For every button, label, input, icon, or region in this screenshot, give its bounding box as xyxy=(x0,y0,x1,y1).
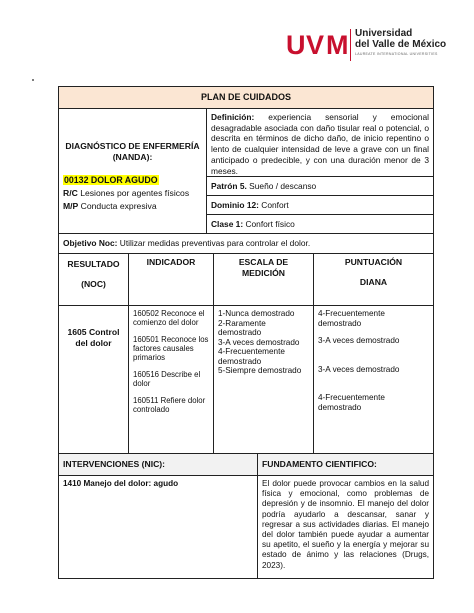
diagnosis-heading: DIAGNÓSTICO DE ENFERMERÍA (NANDA): xyxy=(65,141,200,162)
score-item: 3-A veces demostrado xyxy=(318,336,400,345)
diagnosis-cell xyxy=(59,109,207,233)
indicator-item: 160511 Refiere dolor controlado xyxy=(133,396,206,414)
header-indicator: INDICADOR xyxy=(129,254,214,305)
mp-text: Conducta expresiva xyxy=(78,201,157,211)
rc-label: R/C xyxy=(63,188,78,198)
pattern-cell xyxy=(207,177,433,196)
logo-letter-m: M xyxy=(326,30,348,60)
scale-item: 3-A veces demostrado xyxy=(218,337,300,347)
header-score-line1: PUNTUACIÓN xyxy=(344,257,403,267)
table-title: PLAN DE CUIDADOS xyxy=(59,87,433,108)
score-item: 4-Frecuentemente demostrado xyxy=(318,309,385,328)
foundation-cell: El dolor puede provocar cambios en la salud física y emocional, como problemas de depresión y de insomnio. El manejo del dolor podría ayudarlo a descansar, sanar y regresar a sus actividades diarias. El manejo del dolor también puede ayudar a aumentar su apetito, el sueño y la energía y mejorar su estado de ánimo y las relaciones (Drugs, 2023). xyxy=(262,479,429,570)
noc-body-row xyxy=(59,305,433,453)
uvm-logo-mark xyxy=(286,31,348,59)
definition-text: experiencia sensorial y emocional desagradable asociada con daño tisular real o potencial, o descrita en términos de dicho daño, de inicio repentino o lento de cualquier intensidad de leve a grave con un final anticipado o predecible, y con una duración menor de 3 meses. xyxy=(211,112,429,176)
scale-cell xyxy=(214,306,314,453)
domain-text: Confort xyxy=(258,200,289,210)
header-interventions: INTERVENCIONES (NIC): xyxy=(59,454,258,475)
class-cell xyxy=(207,215,433,234)
header-scale: ESCALA DE MEDICIÓN xyxy=(214,254,314,305)
care-plan-table xyxy=(58,86,434,579)
class-text: Confort físico xyxy=(243,219,295,229)
mp-label: M/P xyxy=(63,201,79,211)
rc-text: Lesiones por agentes físicos xyxy=(77,188,190,198)
objective-text: Utilizar medidas preventivas para controlar el dolor. xyxy=(117,238,311,248)
result-text: 1605 Control del dolor xyxy=(67,327,120,348)
class-label: Clase 1: xyxy=(211,219,244,229)
domain-label: Dominio 12: xyxy=(211,200,259,210)
header-score xyxy=(314,254,433,305)
scale-item: 4-Frecuentemente demostrado xyxy=(218,347,285,366)
mp-line xyxy=(63,201,202,211)
header-result-line2: (NOC) xyxy=(81,279,106,289)
objective-row xyxy=(59,233,433,253)
objective-label: Objetivo Noc: xyxy=(63,238,118,248)
definition-cell xyxy=(207,109,433,177)
header-foundation: FUNDAMENTO CIENTIFICO: xyxy=(262,459,377,469)
logo-letter-u: U xyxy=(286,30,305,60)
diagnosis-code-line xyxy=(63,175,202,185)
scale-item: 1-Nunca demostrado xyxy=(218,309,295,318)
domain-cell xyxy=(207,196,433,215)
definition-label: Definición: xyxy=(211,112,255,122)
university-name-line2: del Valle de México xyxy=(355,39,447,50)
intervention-cell xyxy=(59,476,258,578)
score-cell xyxy=(314,306,433,453)
noc-header-row xyxy=(59,253,433,305)
score-item: 3-A veces demostrado xyxy=(318,364,400,374)
indicator-item: 160501 Reconoce los factores causales primarios xyxy=(133,335,209,362)
result-cell xyxy=(59,306,129,453)
indicator-item: 160502 Reconoce el comienzo del dolor xyxy=(133,309,205,327)
diagnosis-row xyxy=(59,108,433,233)
header-score-line2: DIANA xyxy=(359,277,388,287)
indicator-cell xyxy=(129,306,214,453)
definition-column xyxy=(207,109,433,233)
scale-item: 5-Siempre demostrado xyxy=(218,366,302,375)
pattern-text: Sueño / descanso xyxy=(246,181,317,191)
university-name xyxy=(355,28,446,50)
indicator-item: 160516 Describe el dolor xyxy=(133,370,201,388)
logo-letter-v: V xyxy=(306,30,324,60)
nic-body-row xyxy=(59,475,433,578)
rc-line xyxy=(63,188,202,198)
header-result xyxy=(59,254,129,305)
nic-header-row xyxy=(59,453,433,475)
score-item: 4-Frecuentemente demostrado xyxy=(318,393,385,412)
intervention-text: 1410 Manejo del dolor: agudo xyxy=(63,479,179,488)
logo-tagline: LAUREATE INTERNATIONAL UNIVERSITIES xyxy=(355,52,438,56)
page-mark xyxy=(32,79,34,81)
diagnosis-code: 00132 DOLOR AGUDO xyxy=(64,175,158,185)
logo-divider xyxy=(350,29,351,61)
header-result-line1: RESULTADO xyxy=(67,259,120,269)
university-name-line1: Universidad xyxy=(355,28,413,39)
uvm-logo xyxy=(286,27,446,67)
scale-item: 2-Raramente demostrado xyxy=(218,318,266,337)
pattern-label: Patrón 5. xyxy=(211,181,247,191)
